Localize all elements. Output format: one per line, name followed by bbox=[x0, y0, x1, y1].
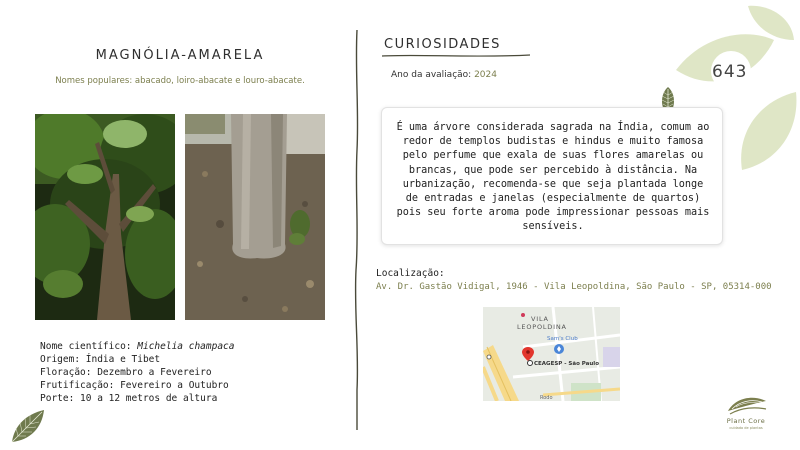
brand-tagline: cuidado de plantas bbox=[729, 426, 763, 430]
map-road-label: Rodo bbox=[540, 395, 553, 401]
curiosity-box bbox=[381, 107, 723, 245]
brand-logo-icon bbox=[726, 393, 768, 415]
fact-fruiting: Frutificação: Fevereiro a Outubro bbox=[40, 380, 229, 391]
fact-scientific-name bbox=[40, 340, 234, 353]
map-district-line1: VILA bbox=[531, 315, 549, 323]
evaluation-year-label: Ano da avaliação: bbox=[391, 70, 472, 80]
evaluation-year-value: 2024 bbox=[474, 70, 497, 80]
vertical-divider bbox=[352, 30, 362, 430]
tree-number: 643 bbox=[712, 62, 748, 82]
location-map[interactable] bbox=[483, 307, 620, 401]
evaluation-year bbox=[391, 70, 497, 80]
curiosity-text: É uma árvore considerada sagrada na Índia, comum ao redor de templos budistas e hindus e muito famosa pelo perfume que exala de suas flores amarelas ou brancas, que pode ser percebido à distância. Na urbanização, recomenda-se que seja plantada longe de entradas e janelas (especialmente de quartos) pois seu forte aroma pode impressionar pessoas mais sensíveis. bbox=[396, 122, 710, 233]
popular-names-value: abacado, loiro-abacate e louro-abacate. bbox=[134, 76, 305, 86]
map-place-label: CEAGESP - São Paulo bbox=[534, 361, 599, 367]
curiosities-title: CURIOSIDADES bbox=[384, 37, 501, 52]
popular-names-label: Nomes populares: bbox=[55, 76, 133, 86]
fact-origin: Origem: Índia e Tibet bbox=[40, 354, 161, 365]
brand-name: Plant Core bbox=[726, 417, 766, 425]
photo-tree-trunk bbox=[185, 114, 325, 320]
photo-tree-canopy bbox=[35, 114, 175, 320]
species-title: MAGNÓLIA-AMARELA bbox=[95, 48, 265, 63]
map-district-line2: LEOPOLDINA bbox=[517, 323, 567, 331]
fact-scientific-label: Nome científico: bbox=[40, 341, 132, 352]
fact-scientific-value: Michelia champaca bbox=[137, 341, 235, 352]
map-store-label: Sam's Club bbox=[547, 336, 578, 342]
curiosities-underline bbox=[382, 53, 530, 59]
fact-flowering: Floração: Dezembro a Fevereiro bbox=[40, 367, 212, 378]
species-facts bbox=[40, 340, 234, 405]
map-place-marker bbox=[528, 361, 533, 366]
location-address: Av. Dr. Gastão Vidigal, 1946 - Vila Leopoldina, São Paulo - SP, 05314-000 bbox=[376, 282, 772, 292]
location-label: Localização: bbox=[376, 268, 445, 279]
fact-size: Porte: 10 a 12 metros de altura bbox=[40, 393, 218, 404]
leaf-icon-bottom-left bbox=[8, 406, 48, 446]
popular-names bbox=[0, 76, 360, 86]
leaf-shape-bottom bbox=[741, 92, 796, 170]
